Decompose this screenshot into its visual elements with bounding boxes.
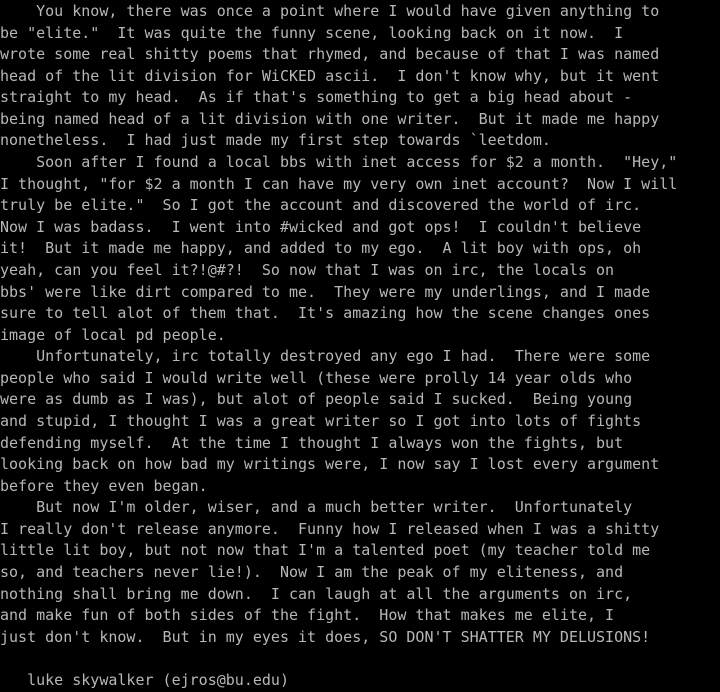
terminal-line: so, and teachers never lie!). Now I am the peak of my eliteness, and <box>0 563 624 582</box>
terminal-line: defending myself. At the time I thought I always won the fights, but <box>0 433 624 452</box>
terminal-line: straight to my head. As if that's something to get a big head about - <box>0 88 633 107</box>
terminal-line: I really don't release anymore. Funny how I released when I was a shitty <box>0 519 660 538</box>
terminal-line: being named head of a lit division with one writer. But it made me happy <box>0 109 660 128</box>
terminal-line: But now I'm older, wiser, and a much better writer. Unfortunately <box>0 498 633 517</box>
terminal-line: nonetheless. I had just made my first step towards `leetdom. <box>0 131 551 150</box>
terminal-line: Unfortunately, irc totally destroyed any ego I had. There were some <box>0 347 651 366</box>
terminal-line: You know, there was once a point where I would have given anything to <box>0 2 660 20</box>
terminal-line: I thought, "for $2 a month I can have my very own inet account? Now I will <box>0 174 678 193</box>
terminal-line: head of the lit division for WiCKED ascii. I don't know why, but it went <box>0 66 660 85</box>
terminal-line <box>0 648 720 670</box>
terminal-line: it! But it made me happy, and added to my ego. A lit boy with ops, oh <box>0 239 642 258</box>
terminal-line: just don't know. But in my eyes it does, SO DON'T SHATTER MY DELUSIONS! <box>0 627 651 646</box>
terminal-line: Now I was badass. I went into #wicked and got ops! I couldn't believe <box>0 217 642 236</box>
terminal-line: wrote some real shitty poems that rhymed, and because of that I was named <box>0 45 660 64</box>
terminal-line: people who said I would write well (these were prolly 14 year olds who <box>0 368 633 387</box>
terminal-line: luke skywalker (ejros@bu.edu) <box>0 670 289 689</box>
terminal-line: sure to tell alot of them that. It's amazing how the scene changes ones <box>0 304 651 323</box>
terminal-line: before they even began. <box>0 476 208 495</box>
terminal-line: looking back on how bad my writings were, I now say I lost every argument <box>0 455 660 474</box>
terminal-line: bbs' were like dirt compared to me. They were my underlings, and I made <box>0 282 651 301</box>
terminal-line: be "elite." It was quite the funny scene, looking back on it now. I <box>0 23 624 42</box>
terminal-line: yeah, can you feel it?!@#?! So now that I was on irc, the locals on <box>0 260 615 279</box>
terminal-line: nothing shall bring me down. I can laugh at all the arguments on irc, <box>0 584 633 603</box>
terminal-line: and stupid, I thought I was a great writer so I got into lots of fights <box>0 411 642 430</box>
terminal-line: Soon after I found a local bbs with inet access for $2 a month. "Hey," <box>0 153 678 172</box>
terminal-line: were as dumb as I was), but alot of people said I sucked. Being young <box>0 390 633 409</box>
terminal-line: image of local pd people. <box>0 325 226 344</box>
terminal-line: and make fun of both sides of the fight. How that makes me elite, I <box>0 606 615 625</box>
terminal-line: little lit boy, but not now that I'm a talented poet (my teacher told me <box>0 541 651 560</box>
terminal-line: truly be elite." So I got the account and discovered the world of irc. <box>0 196 642 215</box>
